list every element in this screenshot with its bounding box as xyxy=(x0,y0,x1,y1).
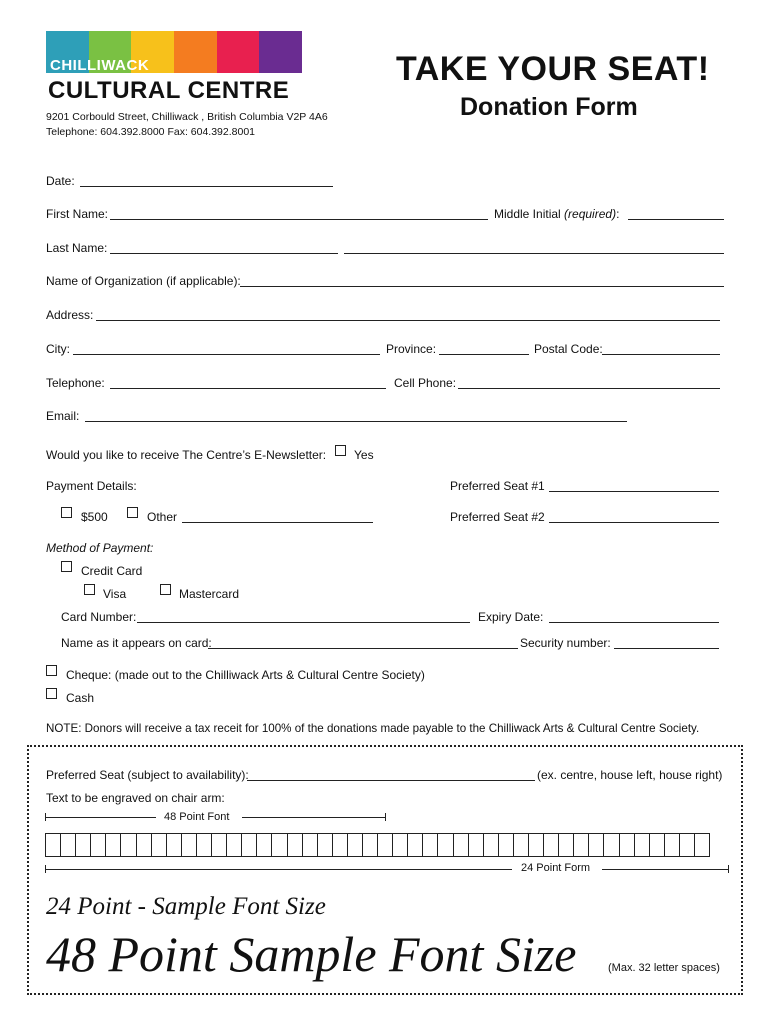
last-name-field-2[interactable] xyxy=(344,253,724,254)
telephone-field[interactable] xyxy=(110,388,386,389)
email-label: Email: xyxy=(46,409,80,423)
tax-receipt-note: NOTE: Donors will receive a tax receit for 100% of the donations made payable to the Chilliwack Arts & Cultural Centre Society. xyxy=(46,722,700,735)
amount-500-checkbox[interactable] xyxy=(61,507,72,518)
logo-line1: CHILLIWACK xyxy=(50,57,150,74)
payment-details-label: Payment Details: xyxy=(46,479,137,493)
preferred-seat-2-label: Preferred Seat #2 xyxy=(450,510,545,524)
middle-initial-label: Middle Initial (required): xyxy=(494,207,620,221)
seat-example: (ex. centre, house left, house right) xyxy=(537,768,723,782)
amount-500-label: $500 xyxy=(81,510,108,524)
card-number-field[interactable] xyxy=(137,622,470,623)
method-of-payment-label: Method of Payment: xyxy=(46,541,154,555)
address-label: Address: xyxy=(46,308,94,322)
engraving-text-label: Text to be engraved on chair arm: xyxy=(46,791,225,805)
postal-code-field[interactable] xyxy=(602,354,720,355)
font48-dimension-left xyxy=(46,817,156,818)
province-field[interactable] xyxy=(439,354,529,355)
logo xyxy=(46,31,302,104)
name-on-card-label: Name as it appears on card: xyxy=(61,636,212,650)
middle-initial-field[interactable] xyxy=(628,219,724,220)
city-label: City: xyxy=(46,342,70,356)
newsletter-yes-label: Yes xyxy=(354,448,374,462)
font48-label: 48 Point Font xyxy=(164,811,230,823)
newsletter-yes-checkbox[interactable] xyxy=(335,445,346,456)
email-field[interactable] xyxy=(85,421,627,422)
cash-checkbox[interactable] xyxy=(46,688,57,699)
security-number-label: Security number: xyxy=(520,636,611,650)
phone-fax: Telephone: 604.392.8000 Fax: 604.392.8001 xyxy=(46,126,256,138)
date-field[interactable] xyxy=(80,186,333,187)
cheque-checkbox[interactable] xyxy=(46,665,57,676)
sample-24-point: 24 Point - Sample Font Size xyxy=(46,893,326,920)
last-name-label: Last Name: xyxy=(46,241,108,255)
amount-other-checkbox[interactable] xyxy=(127,507,138,518)
font24-dimension-right xyxy=(602,869,728,870)
cell-phone-field[interactable] xyxy=(458,388,720,389)
date-label: Date: xyxy=(46,174,75,188)
engraving-letter-boxes[interactable] xyxy=(45,833,709,857)
cell-phone-label: Cell Phone: xyxy=(394,376,457,390)
credit-card-checkbox[interactable] xyxy=(61,561,72,572)
logo-line2: CULTURAL CENTRE xyxy=(48,77,290,104)
card-number-label: Card Number: xyxy=(61,610,137,624)
cheque-label: Cheque: (made out to the Chilliwack Arts & Cultural Centre Society) xyxy=(66,668,425,682)
street-address: 9201 Corbould Street, Chilliwack , British Columbia V2P 4A6 xyxy=(46,111,328,123)
preferred-seat-label: Preferred Seat (subject to availability): xyxy=(46,768,249,782)
organization-label: Name of Organization (if applicable): xyxy=(46,274,241,288)
address-field[interactable] xyxy=(96,320,720,321)
province-label: Province: xyxy=(386,342,437,356)
font24-label: 24 Point Form xyxy=(521,862,591,874)
amount-other-label: Other xyxy=(147,510,178,524)
font24-dimension-left xyxy=(46,869,512,870)
preferred-seat-2-field[interactable] xyxy=(549,522,719,523)
max-letter-spaces: (Max. 32 letter spaces) xyxy=(608,962,720,974)
visa-checkbox[interactable] xyxy=(84,584,95,595)
address-block xyxy=(46,110,328,140)
first-name-label: First Name: xyxy=(46,207,109,221)
preferred-seat-1-field[interactable] xyxy=(549,491,719,492)
credit-card-label: Credit Card xyxy=(81,564,143,578)
preferred-seat-1-label: Preferred Seat #1 xyxy=(450,479,545,493)
newsletter-question: Would you like to receive The Centre’s E-Newsletter: xyxy=(46,448,327,462)
amount-other-field[interactable] xyxy=(182,522,373,523)
city-field[interactable] xyxy=(73,354,380,355)
organization-field[interactable] xyxy=(240,286,724,287)
telephone-label: Telephone: xyxy=(46,376,105,390)
page-subtitle: Donation Form xyxy=(460,93,638,121)
last-name-field[interactable] xyxy=(110,253,338,254)
expiry-date-label: Expiry Date: xyxy=(478,610,544,624)
first-name-field[interactable] xyxy=(110,219,488,220)
postal-code-label: Postal Code: xyxy=(534,342,603,356)
mastercard-checkbox[interactable] xyxy=(160,584,171,595)
mastercard-label: Mastercard xyxy=(179,587,240,601)
sample-48-point: 48 Point Sample Font Size xyxy=(46,926,577,982)
preferred-seat-field[interactable] xyxy=(247,780,535,781)
expiry-date-field[interactable] xyxy=(549,622,719,623)
visa-label: Visa xyxy=(103,587,127,601)
font48-dimension-right xyxy=(242,817,385,818)
security-number-field[interactable] xyxy=(614,648,719,649)
page-title: TAKE YOUR SEAT! xyxy=(396,50,710,88)
name-on-card-field[interactable] xyxy=(208,648,518,649)
cash-label: Cash xyxy=(66,691,95,705)
